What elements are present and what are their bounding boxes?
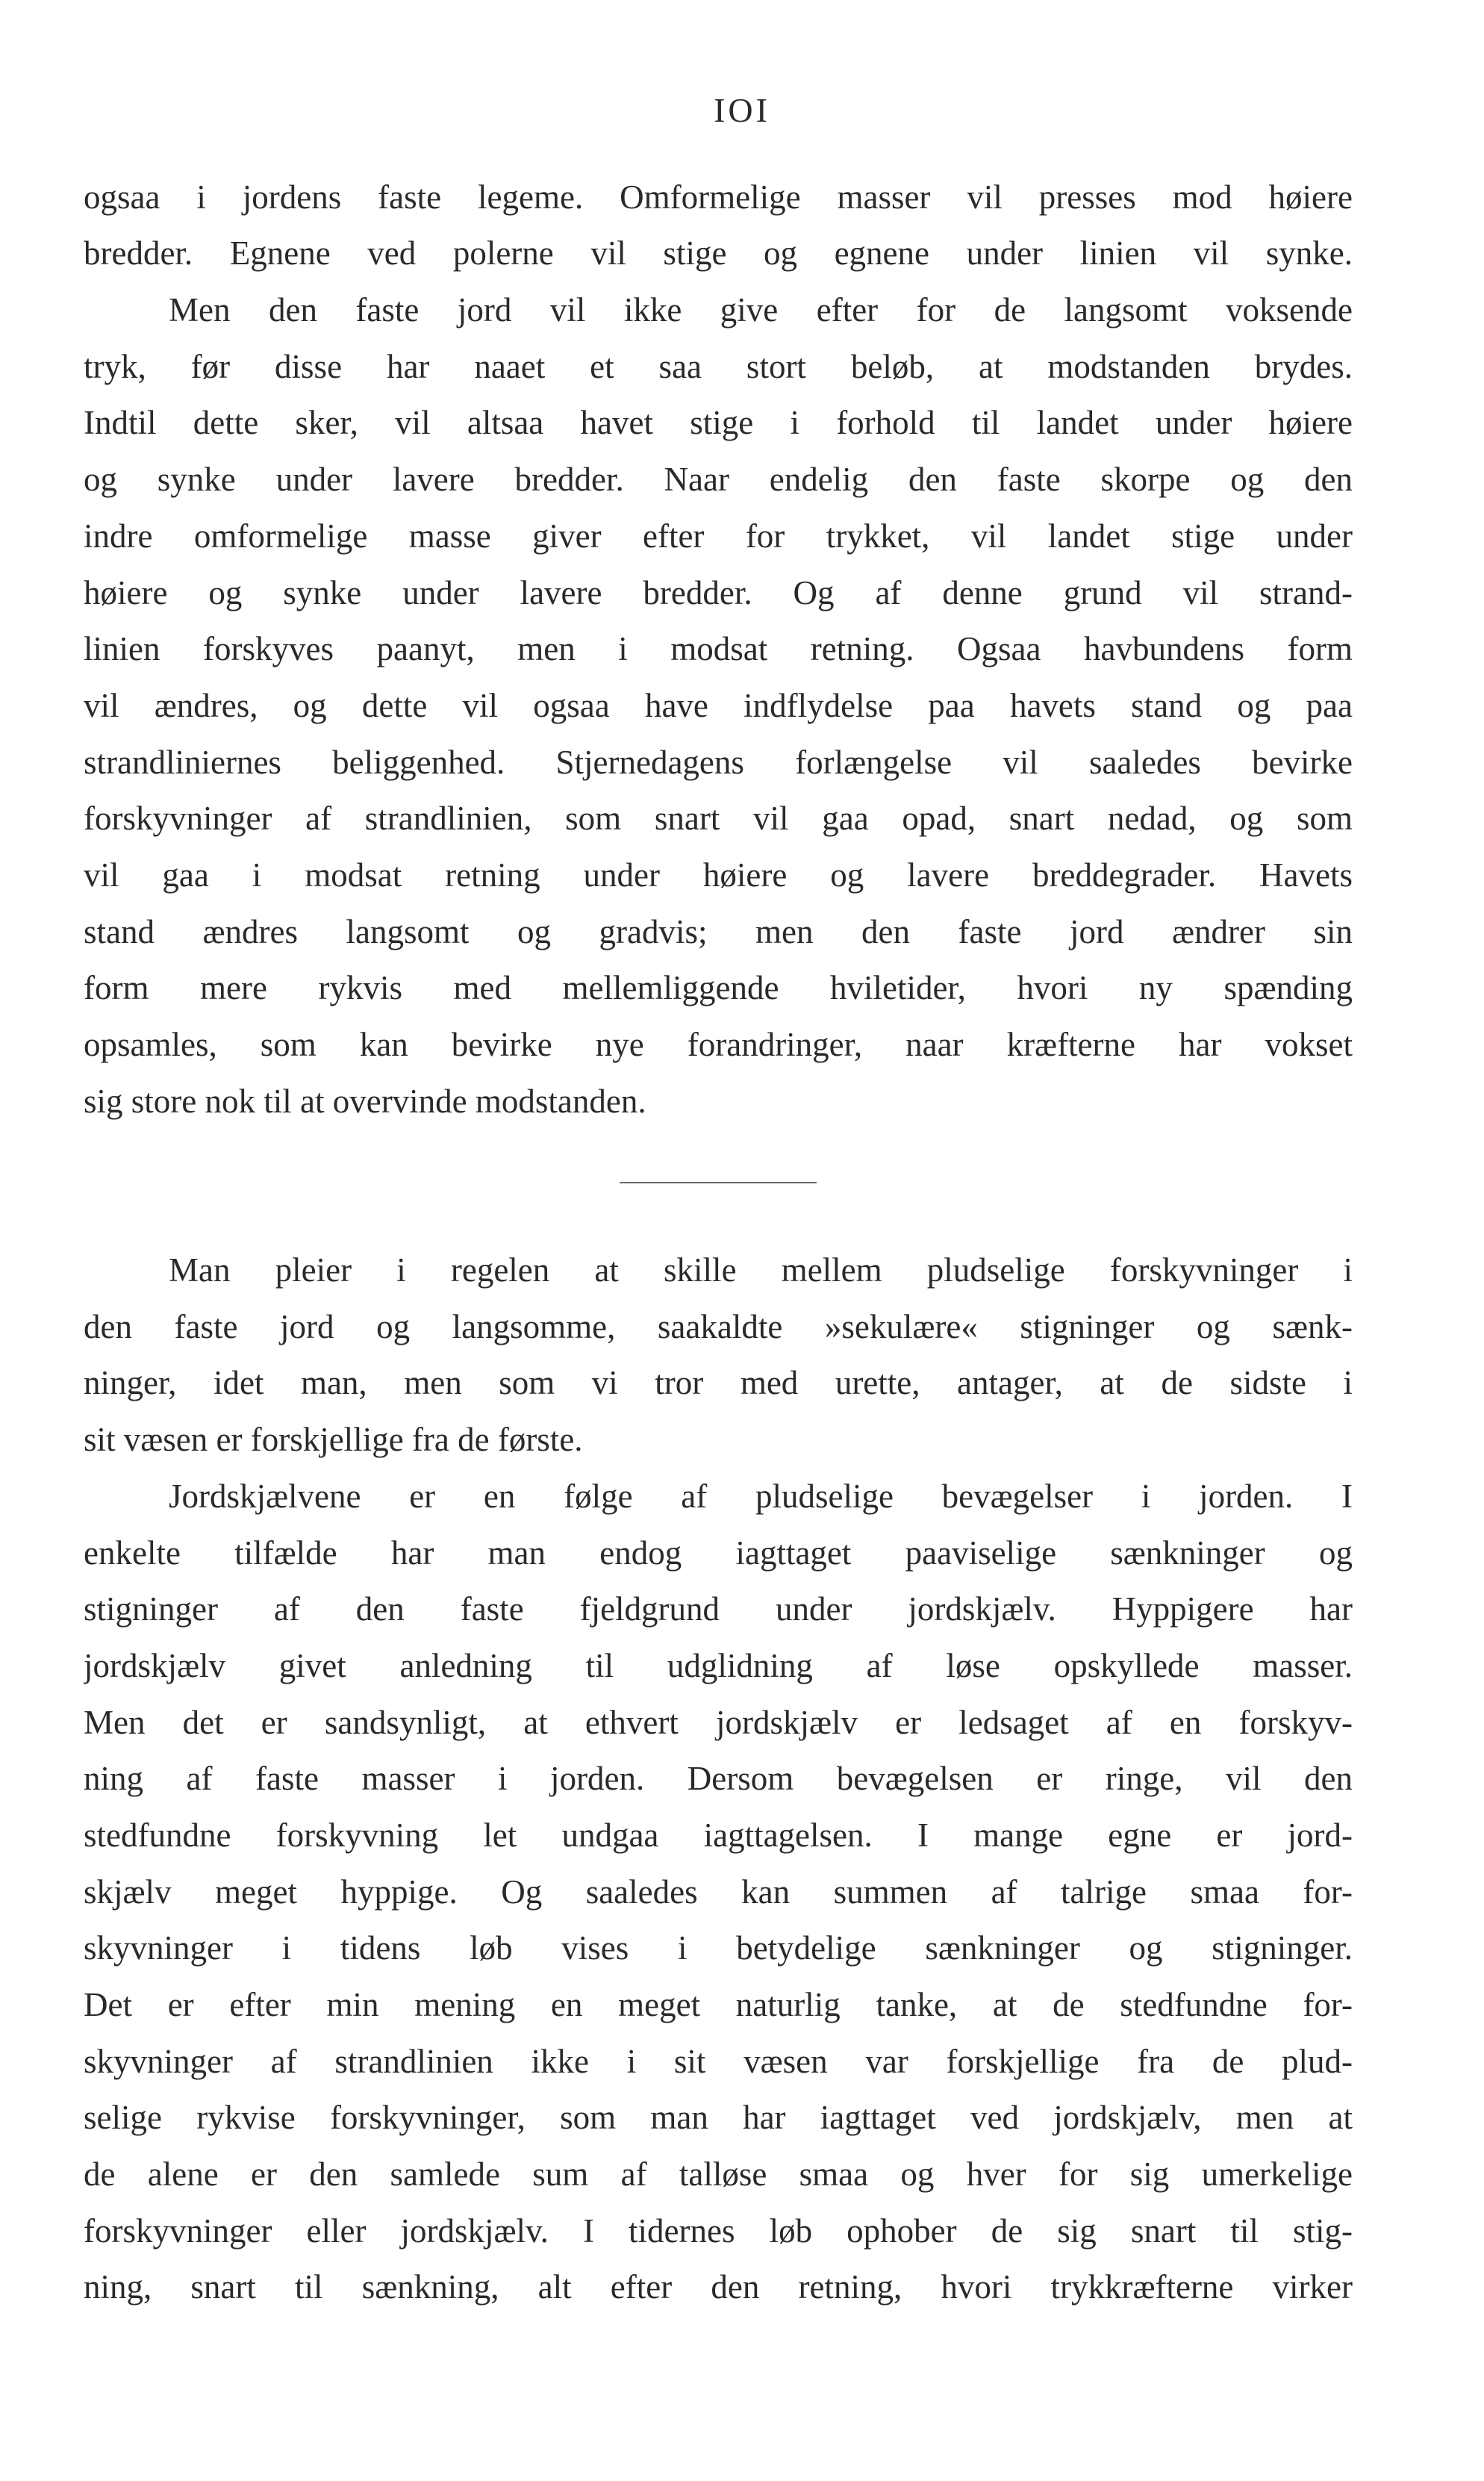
- text-line: skyvninger i tidens løb vises i betydelige sænkninger og stigninger.: [84, 1929, 1353, 1967]
- text-line: linien forskyves paanyt, men i modsat retning. Ogsaa havbundens form: [84, 630, 1353, 667]
- text-line: form mere rykvis med mellemliggende hviletider, hvori ny spænding: [84, 969, 1353, 1006]
- text-line: ning, snart til sænkning, alt efter den retning, hvori trykkræfterne virker: [84, 2268, 1353, 2306]
- text-line: den faste jord og langsomme, saakaldte »sekulære« stigninger og sænk-: [84, 1308, 1353, 1345]
- text-line: sig store nok til at overvinde modstanden.: [84, 1083, 646, 1120]
- text-line: forskyvninger eller jordskjælv. I tidernes løb ophober de sig snart til stig-: [84, 2212, 1353, 2250]
- text-line: vil ændres, og dette vil ogsaa have indflydelse paa havets stand og paa: [84, 687, 1353, 724]
- text-line: tryk, før disse har naaet et saa stort beløb, at modstanden brydes.: [84, 348, 1353, 385]
- text-line: Det er efter min mening en meget naturlig tanke, at de stedfundne for-: [84, 1986, 1353, 2023]
- text-line: høiere og synke under lavere bredder. Og af denne grund vil strand-: [84, 574, 1353, 611]
- text-line: Men den faste jord vil ikke give efter for de langsomt voksende: [169, 291, 1353, 329]
- text-line: stigninger af den faste fjeldgrund under jordskjælv. Hyppigere har: [84, 1590, 1353, 1628]
- text-line: opsamles, som kan bevirke nye forandringer, naar kræfterne har vokset: [84, 1026, 1353, 1063]
- text-line: indre omformelige masse giver efter for trykket, vil landet stige under: [84, 517, 1353, 555]
- text-line: Indtil dette sker, vil altsaa havet stige i forhold til landet under høiere: [84, 404, 1353, 441]
- text-line: ning af faste masser i jorden. Dersom bevægelsen er ringe, vil den: [84, 1760, 1353, 1797]
- text-line: Jordskjælvene er en følge af pludselige bevægelser i jorden. I: [169, 1478, 1353, 1515]
- text-line: jordskjælv givet anledning til udglidning af løse opskyllede masser.: [84, 1647, 1353, 1684]
- text-line: Man pleier i regelen at skille mellem pludselige forskyvninger i: [169, 1251, 1353, 1289]
- text-line: selige rykvise forskyvninger, som man har iagttaget ved jordskjælv, men at: [84, 2099, 1353, 2136]
- text-line: forskyvninger af strandlinien, som snart vil gaa opad, snart nedad, og som: [84, 800, 1353, 837]
- text-line: enkelte tilfælde har man endog iagttaget paavіselige sænkninger og: [84, 1534, 1353, 1572]
- page-number: IOI: [714, 91, 770, 129]
- text-line: sit væsen er forskjellige fra de første.: [84, 1421, 583, 1458]
- text-line: skyvninger af strandlinien ikke i sit væsen var forskjellige fra de plud-: [84, 2043, 1353, 2080]
- text-line: skjælv meget hyppige. Og saaledes kan summen af talrige smaa for-: [84, 1873, 1353, 1911]
- text-line: stand ændres langsomt og gradvis; men den faste jord ændrer sin: [84, 913, 1353, 950]
- text-line: ninger, idet man, men som vi tror med urette, antager, at de sidste i: [84, 1364, 1353, 1401]
- section-divider: [620, 1182, 817, 1183]
- text-line: bredder. Egnene ved polerne vil stige og egnene under linien vil synke.: [84, 234, 1353, 272]
- text-line: stedfundne forskyvning let undgaa iagttagelsen. I mange egne er jord-: [84, 1817, 1353, 1854]
- text-line: ogsaa i jordens faste legeme. Omformelige masser vil presses mod høiere: [84, 178, 1353, 216]
- text-line: de alene er den samlede sum af talløse smaa og hver for sig umerkelige: [84, 2155, 1353, 2193]
- text-line: strandliniernes beliggenhed. Stjernedagens forlængelse vil saaledes bevirke: [84, 744, 1353, 781]
- text-line: og synke under lavere bredder. Naar endelig den faste skorpe og den: [84, 461, 1353, 498]
- text-line: vil gaa i modsat retning under høiere og lavere breddegrader. Havets: [84, 856, 1353, 894]
- text-line: Men det er sandsynligt, at ethvert jordskjælv er ledsaget af en forskyv-: [84, 1704, 1353, 1741]
